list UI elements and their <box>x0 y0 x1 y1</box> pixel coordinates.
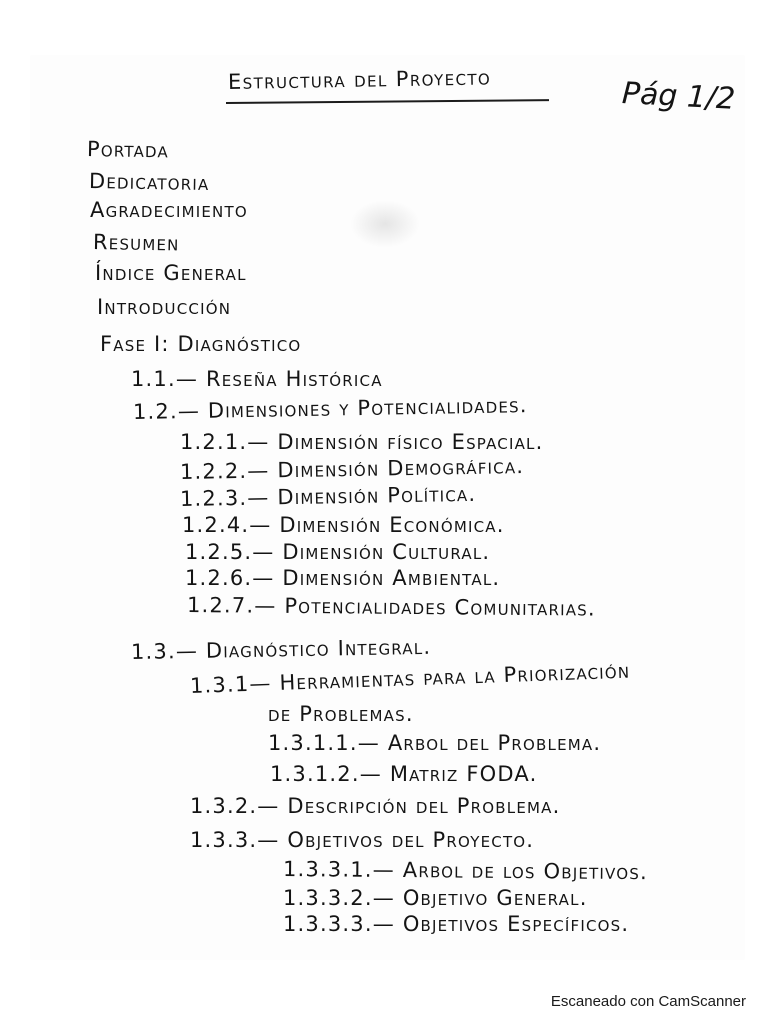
outline-line: 1.1.— Reseña Histórica <box>131 367 383 391</box>
outline-line: 1.2.4.— Dimensión Económica. <box>182 513 505 537</box>
outline-line: 1.2.7.— Potencialidades Comunitarias. <box>186 593 596 621</box>
outline-line: Dedicatoria <box>88 169 210 196</box>
outline-line: de Problemas. <box>268 702 414 726</box>
page-number: Pág 1/2 <box>621 76 737 117</box>
outline-line: Introducción <box>97 295 232 319</box>
outline-line: Agradecimiento <box>90 198 248 222</box>
outline-line: 1.3.— Diagnóstico Integral. <box>130 634 432 664</box>
outline-line: 1.3.1— Herramientas para la Priorización <box>189 658 631 698</box>
outline-line: 1.3.3.2.— Objetivo General. <box>283 886 588 910</box>
outline-line: Portada <box>86 137 170 163</box>
outline-line: 1.2.5.— Dimensión Cultural. <box>185 540 491 564</box>
outline-line: 1.3.3.1.— Arbol de los Objetivos. <box>282 857 649 885</box>
scanner-watermark: Escaneado con CamScanner <box>550 993 746 1010</box>
outline-line: Fase I: Diagnóstico <box>100 332 302 356</box>
outline-line: 1.3.3.— Objetivos del Proyecto. <box>190 828 535 852</box>
smudge-mark <box>350 200 420 248</box>
outline-line: Índice General <box>95 261 247 285</box>
outline-line: 1.2.— Dimensiones y Potencialidades. <box>132 393 528 424</box>
outline-line: 1.2.2.— Dimensión Demográfica. <box>179 453 525 484</box>
outline-line: 1.2.6.— Dimensión Ambiental. <box>185 566 501 590</box>
outline-line: 1.3.2.— Descripción del Problema. <box>190 794 561 818</box>
page-title: Estructura del Proyecto <box>227 65 492 94</box>
outline-line: 1.2.1.— Dimensión físico Espacial. <box>180 430 544 454</box>
outline-line: 1.3.1.2.— Matriz FODA. <box>270 762 538 786</box>
outline-line: 1.3.3.3.— Objetivos Específicos. <box>283 912 630 936</box>
outline-line: 1.3.1.1.— Arbol del Problema. <box>268 731 602 755</box>
outline-line: Resumen <box>92 230 180 256</box>
outline-line: 1.2.3.— Dimensión Política. <box>179 481 477 511</box>
